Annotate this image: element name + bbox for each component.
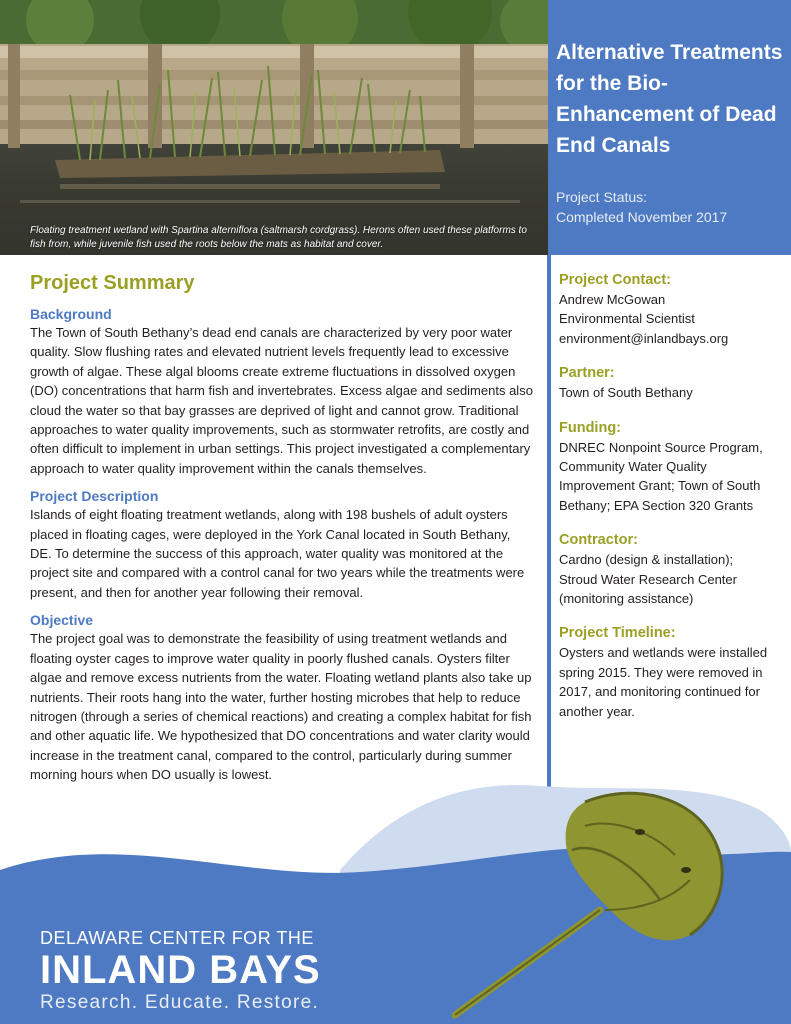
timeline-heading: Project Timeline: [559, 625, 676, 642]
partner-heading: Partner: [559, 365, 615, 382]
project-status-value: Completed November 2017 [556, 209, 728, 225]
photo-caption: Floating treatment wetland with Spartina alterniflora (saltmarsh cordgrass). Herons often used these platforms to fish from, while juvenile fish used the roots below the mats as habitat and cover. [30, 225, 527, 250]
contractor-group [559, 530, 769, 608]
contact-role: Environmental Scientist [559, 311, 695, 327]
sidebar [559, 270, 769, 736]
contact-group [559, 270, 769, 348]
project-status-label: Project Status: [556, 189, 648, 205]
background-heading: Background [30, 306, 112, 322]
background-section [30, 305, 535, 478]
project-description-heading: Project Description [30, 488, 159, 505]
document-title: Alternative Treatments for the Bio-Enhancement of Dead End Canals [556, 41, 783, 157]
funding-heading: Funding: [559, 419, 622, 436]
contact-heading: Project Contact: [559, 272, 671, 288]
timeline-text: Oysters and wetlands were installed spring 2015. They were removed in 2017, and monitoring continued for another year. [559, 645, 768, 719]
wetland-photo [0, 0, 548, 255]
partner-group [559, 363, 769, 402]
main-content [30, 270, 535, 785]
brand-logo-text: INLAND BAYS [40, 948, 321, 992]
project-description-section [30, 487, 535, 602]
brand-tagline: Research. Educate. Restore. [40, 992, 320, 1013]
contact-name: Andrew McGowan [559, 292, 666, 307]
timeline-group [559, 623, 769, 721]
project-description-text: Islands of eight floating treatment wetlands, along with 198 bushels of adult oysters placed in floating cages, were deployed in the York Canal located in South Bethany, DE. To determine the success of this approach, water quality was monitored at the project site and compared with a control canal for two years while the treatments were present, and then for another year following their removal. [30, 507, 525, 600]
contact-email-link[interactable]: environment@inlandbays.org [559, 330, 729, 346]
objective-heading: Objective [30, 612, 94, 629]
column-divider [547, 255, 551, 803]
title-panel [548, 0, 791, 255]
brand-org-name: DELAWARE CENTER FOR THE [40, 928, 314, 948]
funding-text: DNREC Nonpoint Source Program, Community Water Quality Improvement Grant; Town of South Bethany; EPA Section 320 Grants [559, 439, 763, 513]
objective-text: The project goal was to demonstrate the feasibility of using treatment wetlands and floating oyster cages to improve water quality in poorly flushed canals. Oysters filter algae and remove excess nutrients from the water. Floating wetland plants also take up nutrients. Their roots hang into the water, further hosting microbes that help to reduce nitrogen (through a series of chemical reactions) and creating a complex habitat for fish and other aquatic life. We hypothesized that DO concentrations and water clarity would increase in the treatment canal, compared to the control, particularly during summer morning hours when DO usually is lowest. [30, 631, 532, 783]
project-summary-heading: Project Summary [30, 272, 195, 294]
objective-section [30, 611, 535, 784]
contractor-heading: Contractor: [559, 532, 638, 549]
contractor-text: Cardno (design & installation); Stroud Water Research Center (monitoring assistance) [559, 552, 737, 607]
partner-text: Town of South Bethany [559, 385, 693, 401]
funding-group [559, 418, 769, 516]
wetland-photo-illustration [0, 0, 548, 255]
background-text: The Town of South Bethany’s dead end canals are characterized by very poor water quality. Slow flushing rates and elevated nutrient levels frequently lead to excessive growth of algae. These algal blooms create extreme fluctuations in dissolved oxygen (DO) concentrations that harm fish and invertebrates. Excess algae and sediments also cloud the water so that bay grasses are deprived of light and cannot grow. Traditional approaches to water quality improvements, such as stormwater retrofits, are costly and often difficult to implement in urban settings. This project investigated a complementary approach to water quality improvement within the canals themselves. [30, 325, 533, 476]
